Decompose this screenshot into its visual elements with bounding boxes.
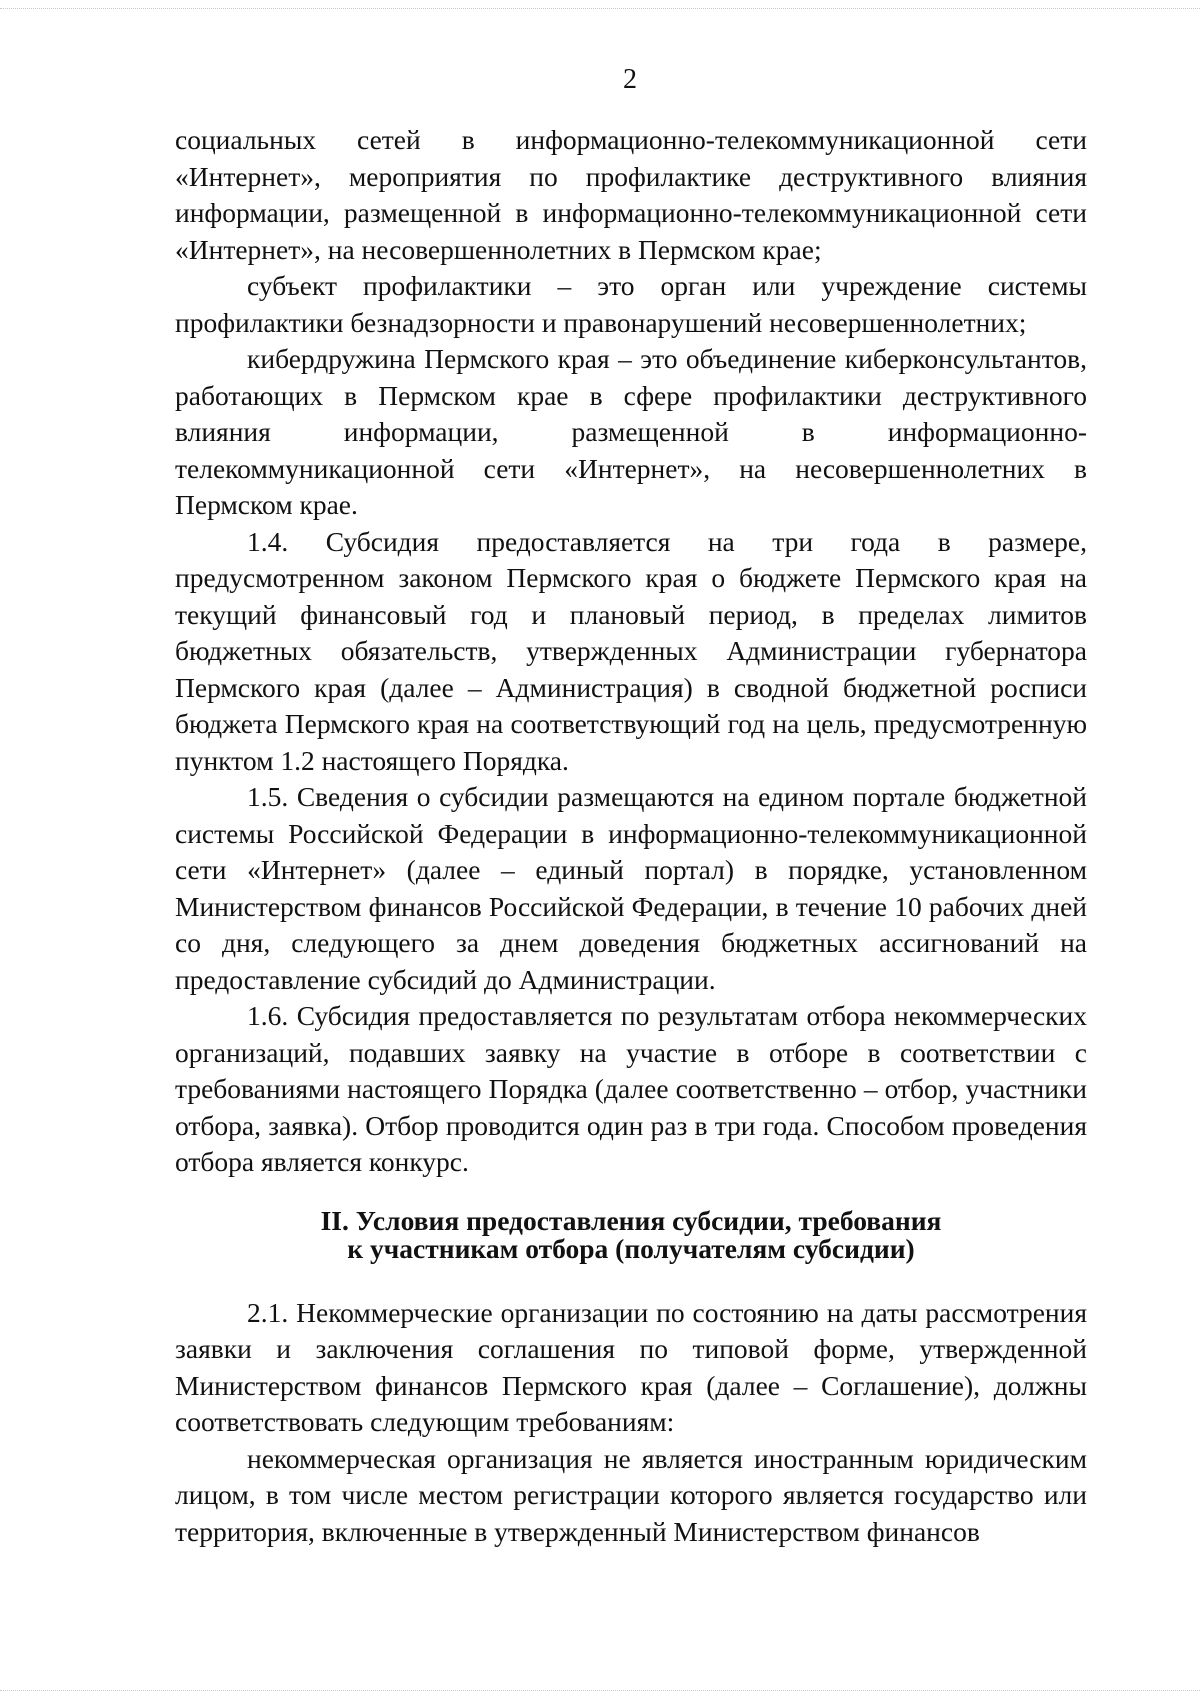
paragraph-requirement-foreign-entity: некоммерческая организация не является иностранным юридическим лицом, в том числе местом регистрации которого является государство или территория, включенные в утвержденный Министерством финансов (175, 1442, 1087, 1547)
paragraph-subject-definition: субъект профилактики – это орган или учреждение системы профилактики безнадзорности и правонарушений несовершеннолетних; (175, 270, 1087, 338)
section-heading-line-2: к участникам отбора (получателям субсидии) (347, 1232, 915, 1264)
paragraph-2-1: 2.1. Некоммерческие организации по состоянию на даты рассмотрения заявки и заключения соглашения по типовой форме, утвержденной Министерством финансов Пермского края (далее – Соглашение), должны соответствовать следующим требованиям: (175, 1296, 1087, 1437)
paragraph-1-5: 1.5. Сведения о субсидии размещаются на едином портале бюджетной системы Российской Федерации в информационно-телекоммуникационной сети «Интернет» (далее – единый портал) в порядке, установленном Министерством финансов Российской Федерации, в течение 10 рабочих дней со дня, следующего за днем доведения бюджетных ассигнований на предоставление субсидий до Администрации. (175, 781, 1087, 995)
section-heading-line-1: II. Условия предоставления субсидии, требования (320, 1204, 942, 1236)
scan-edge-top (0, 8, 1200, 9)
paragraph-definitions-continued: социальных сетей в информационно-телекоммуникационной сети «Интернет», мероприятия по профилактике деструктивного влияния информации, размещенной в информационно-телекоммуникационной сети «Интернет», на несовершеннолетних в Пермском крае; (175, 124, 1087, 265)
scan-edge-bottom (0, 1690, 1200, 1691)
paragraph-1-6: 1.6. Субсидия предоставляется по результатам отбора некоммерческих организаций, подавших заявку на участие в отборе в соответствии с требованиями настоящего Порядка (далее соответственно – отбор, участники отбора, заявка). Отбор проводится один раз в три года. Способом проведения отбора является конкурс. (175, 1000, 1087, 1177)
section-heading (175, 1204, 1087, 1264)
paragraph-1-4: 1.4. Субсидия предоставляется на три года в размере, предусмотренном законом Пермского края о бюджете Пермского края на текущий финансовый год и плановый период, в пределах лимитов бюджетных обязательств, утвержденных Администрации губернатора Пермского края (далее – Администрация) в сводной бюджетной росписи бюджета Пермского края на соответствующий год на цель, предусмотренную пунктом 1.2 настоящего Порядка. (175, 525, 1087, 776)
page-number: 2 (623, 64, 637, 95)
document-body (175, 122, 1087, 1550)
paragraph-cyber-squad-definition: кибердружина Пермского края – это объединение киберконсультантов, работающих в Пермском крае в сфере профилактики деструктивного влияния информации, размещенной в информационно-телекоммуникационной сети «Интернет», на несовершеннолетних в Пермском крае. (175, 343, 1087, 520)
